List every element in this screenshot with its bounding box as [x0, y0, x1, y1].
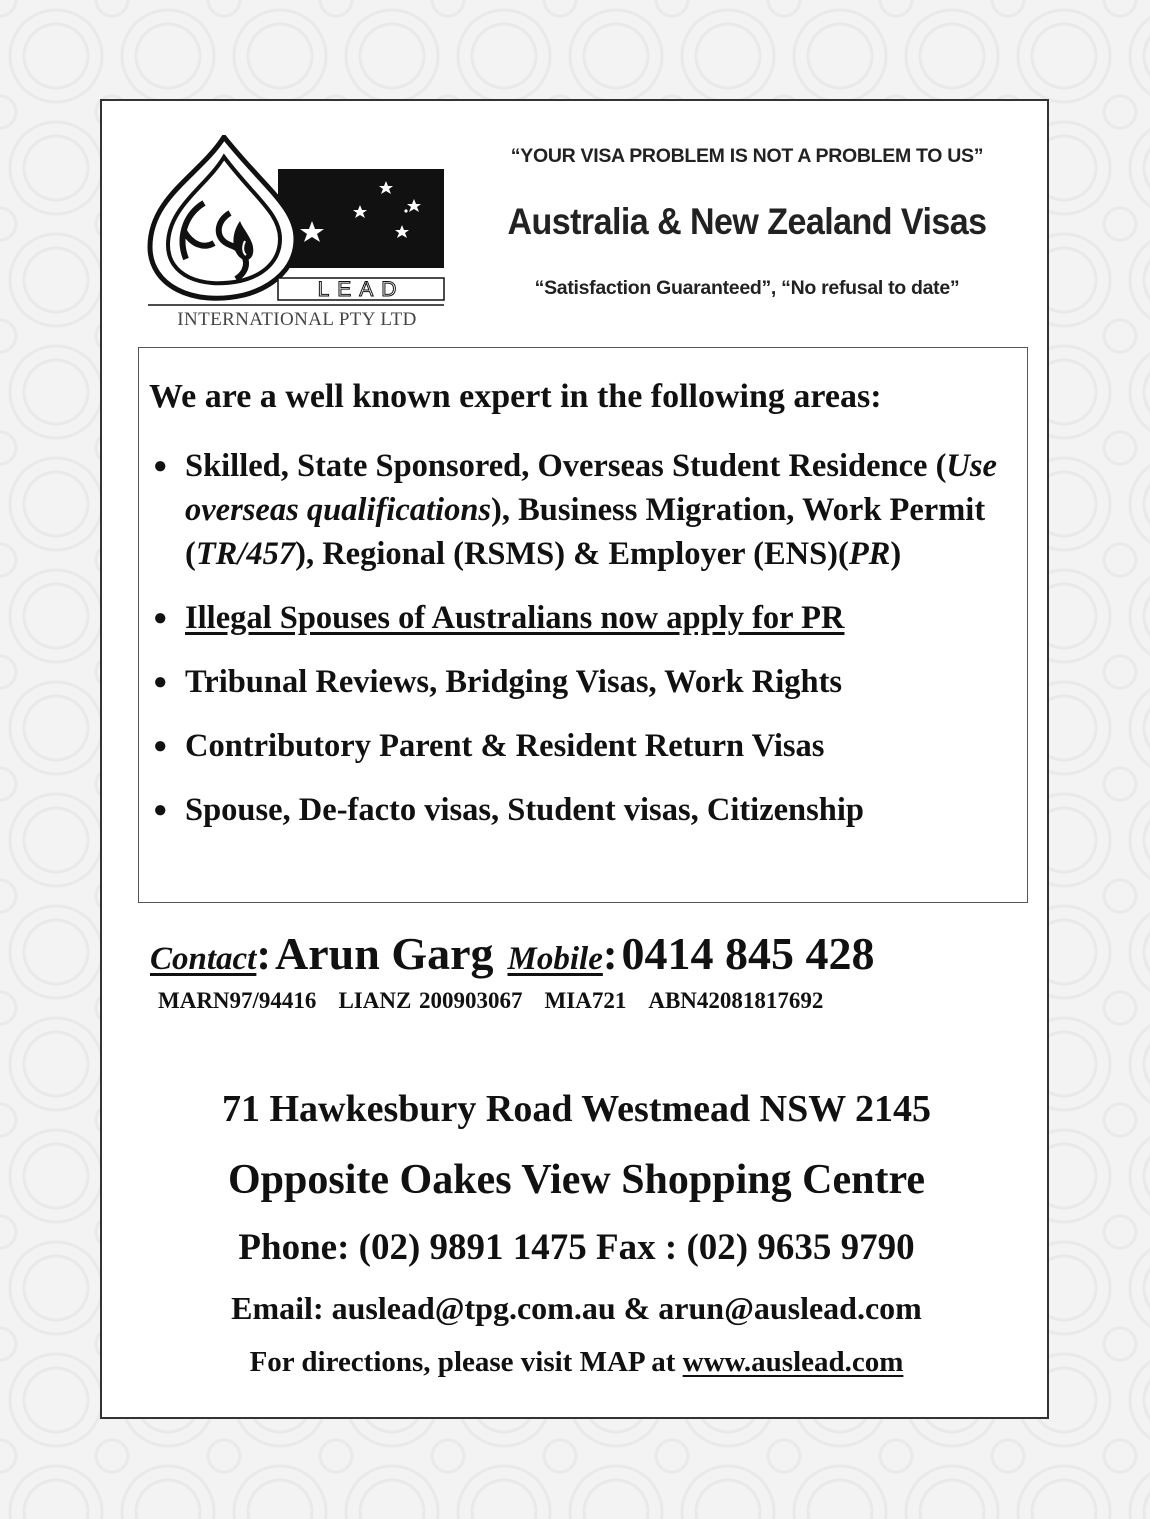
contact-line: Contact: Arun Garg Mobile: 0414 845 428	[150, 928, 875, 979]
street-address: 71 Hawkesbury Road Westmead NSW 2145	[221, 1088, 932, 1130]
item-text: Spouse, De-facto visas, Student visas, Citizenship	[185, 792, 864, 828]
mobile-label: Mobile	[507, 941, 603, 977]
page-title: Australia & New Zealand Visas	[507, 201, 987, 242]
expertise-list	[149, 444, 1009, 832]
bullet-icon: ●	[153, 797, 168, 823]
contact-label: Contact	[150, 941, 257, 977]
item-text: )	[890, 536, 902, 572]
guarantee-text: “Satisfaction Guaranteed”, “No refusal to date”	[534, 277, 960, 299]
lianz-number: LIANZ 200903067	[338, 988, 523, 1013]
expertise-heading: We are a well known expert in the following areas:	[149, 378, 882, 415]
marn-number: MARN97/94416	[158, 988, 317, 1013]
email-line: Email: auslead@tpg.com.au & arun@auslead.com	[231, 1290, 922, 1326]
list-item	[149, 724, 1009, 768]
list-item	[149, 660, 1009, 704]
expertise-box	[138, 347, 1028, 903]
logo-graphic	[144, 135, 450, 310]
item-text: Tribunal Reviews, Bridging Visas, Work Rights	[185, 664, 843, 700]
bullet-icon: ●	[153, 669, 168, 695]
list-item	[149, 444, 1009, 576]
bullet-icon: ●	[153, 605, 168, 631]
logo-brand-text: LEAD	[317, 278, 405, 301]
mia-number: MIA721	[544, 988, 627, 1013]
item-text: ), Business Migration, Work Permit (	[185, 492, 986, 572]
item-text: Illegal Spouses of Australians now apply for PR	[185, 600, 845, 636]
list-item	[149, 596, 1009, 640]
registration-numbers	[158, 988, 823, 1014]
item-italic-text: TR/457	[195, 536, 296, 572]
item-text: Contributory Parent & Resident Return Visas	[185, 728, 825, 764]
directions-line	[102, 1346, 1051, 1379]
slogan: “YOUR VISA PROBLEM IS NOT A PROBLEM TO US”	[510, 145, 984, 167]
list-item	[149, 788, 1009, 832]
mobile-number[interactable]: 0414 845 428	[621, 928, 875, 979]
auslead-logo	[144, 135, 450, 331]
item-italic-text: Use overseas qualifications	[185, 448, 997, 528]
landmark: Opposite Oakes View Shopping Centre	[228, 1157, 925, 1203]
directions-text: For directions, please visit MAP at	[249, 1346, 683, 1378]
item-text: ), Regional (RSMS) & Employer (ENS)(	[295, 536, 849, 572]
item-italic-text: PR	[848, 536, 891, 572]
abn-number: ABN42081817692	[648, 988, 824, 1013]
website-link[interactable]: www.auslead.com	[682, 1346, 904, 1378]
bullet-icon: ●	[153, 733, 168, 759]
company-name: INTERNATIONAL PTY LTD	[177, 309, 417, 330]
bullet-icon: ●	[153, 453, 168, 479]
phone-fax: Phone: (02) 9891 1475 Fax : (02) 9635 9790	[238, 1227, 915, 1268]
item-text: Skilled, State Sponsored, Overseas Student Residence (	[185, 448, 947, 484]
advertisement	[100, 99, 1049, 1419]
contact-name: Arun Garg	[275, 928, 494, 979]
